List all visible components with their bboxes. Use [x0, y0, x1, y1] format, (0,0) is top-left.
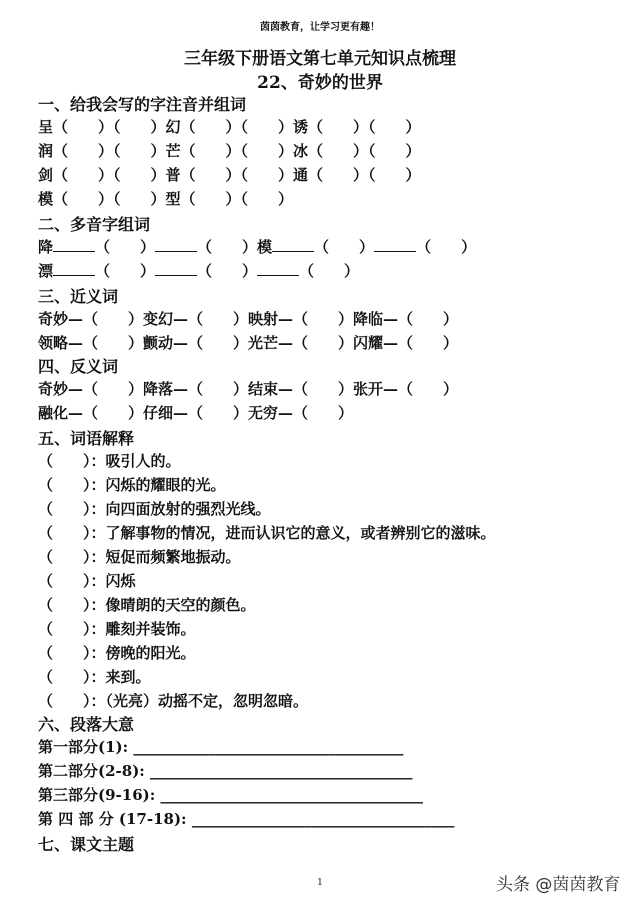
s5-row-11: （ ）：（光亮）动摇不定，忽明忽暗。 [38, 692, 309, 710]
section-heading-6: 六、段落大意 [38, 715, 135, 734]
s5-row-10: （ ）：来到。 [38, 668, 151, 686]
section-heading-2: 二、多音字组词 [38, 215, 151, 234]
s1-row-4: 模（ ）（ ）型（ ）（ ） [38, 190, 294, 208]
s3-row-1: 奇妙—（ ）变幻—（ ）映射—（ ）降临—（ ） [38, 310, 459, 328]
s3-row-2: 领略—（ ）颤动—（ ）光芒—（ ）闪耀—（ ） [38, 334, 459, 352]
s5-row-5: （ ）：短促而频繁地振动。 [38, 548, 241, 566]
s6-row-4: 第 四 部 分 (17-18): ___________________________________ [38, 810, 455, 828]
s1-row-1: 呈（ ）（ ）幻（ ）（ ）诱（ ）（ ） [38, 118, 421, 136]
section-heading-5: 五、词语解释 [38, 429, 135, 448]
s2-row-2: 漂 （ ） （ ） （ ） [38, 262, 360, 280]
page-title: 三年级下册语文第七单元知识点梳理 [184, 49, 456, 69]
s5-row-2: （ ）：闪烁的耀眼的光。 [38, 476, 226, 494]
s5-row-8: （ ）：雕刻并装饰。 [38, 620, 196, 638]
s5-row-6: （ ）：闪烁 [38, 572, 136, 590]
section-heading-3: 三、近义词 [38, 287, 119, 306]
page-number: 1 [317, 878, 323, 888]
s6-row-2: 第二部分(2-8): ___________________________________ [38, 762, 413, 780]
section-heading-1: 一、给我会写的字注音并组词 [38, 95, 247, 114]
s6-row-1: 第一部分(1): ____________________________________ [38, 738, 404, 756]
page-header: 茵茵教育，让学习更有趣！ [260, 22, 380, 33]
s4-row-1: 奇妙—（ ）降落—（ ）结束—（ ）张开—（ ） [38, 380, 459, 398]
s1-row-3: 剑（ ）（ ）普（ ）（ ）通（ ）（ ） [38, 166, 421, 184]
section-heading-4: 四、反义词 [38, 357, 119, 376]
s5-row-4: （ ）：了解事物的情况，进而认识它的意义，或者辨别它的滋味。 [38, 524, 496, 542]
section-heading-7: 七、课文主题 [38, 835, 135, 854]
s1-row-2: 润（ ）（ ）芒（ ）（ ）冰（ ）（ ） [38, 142, 421, 160]
s5-row-7: （ ）：像晴朗的天空的颜色。 [38, 596, 256, 614]
s5-row-3: （ ）：向四面放射的强烈光线。 [38, 500, 271, 518]
s4-row-2: 融化—（ ）仔细—（ ）无穷—（ ） [38, 404, 354, 422]
s6-row-3: 第三部分(9-16): ___________________________________ [38, 786, 423, 804]
lesson-title: 22、奇妙的世界 [257, 73, 383, 93]
s2-row-1: 降 （ ） （ ）模 （ ） （ ） [38, 238, 477, 256]
s5-row-1: （ ）：吸引人的。 [38, 452, 181, 470]
s5-row-9: （ ）：傍晚的阳光。 [38, 644, 196, 662]
watermark: 头条 @茵茵教育 [496, 875, 621, 895]
